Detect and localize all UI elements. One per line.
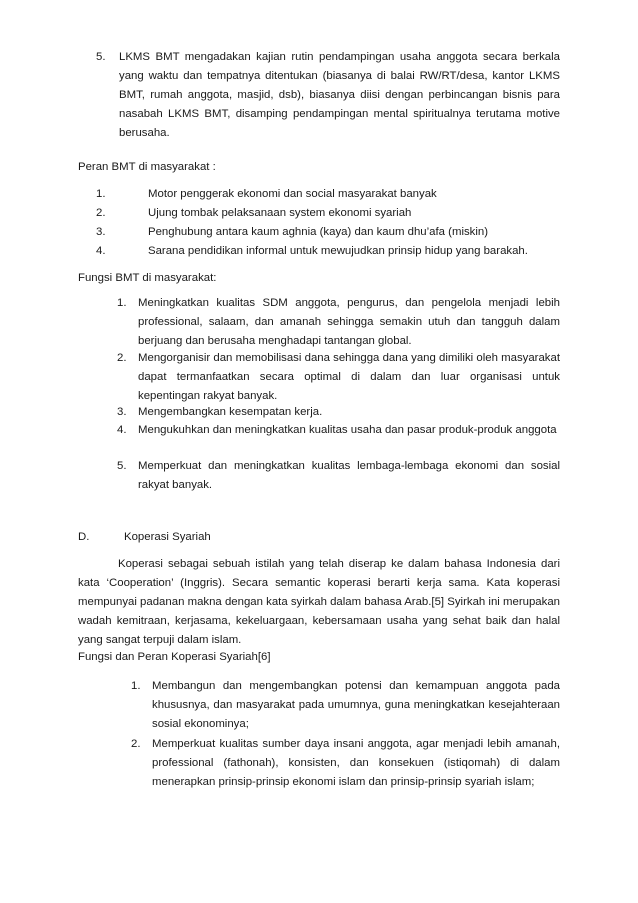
list-item-text: Mengembangkan kesempatan kerja. bbox=[138, 406, 323, 418]
list-number: 3. bbox=[96, 226, 106, 238]
list-item-text: Sarana pendidikan informal untuk mewujudkan prinsip hidup yang barakah. bbox=[148, 245, 528, 257]
list-item-text: Meningkatkan kualitas SDM anggota, pengurus, dan pengelola menjadi lebih professional, salaam, dan amanah sehingga semakin utuh dan tangguh dalam berjuang dan berusaha menghadapi tantangan global. bbox=[138, 297, 560, 347]
list-item-text: Mengukuhkan dan meningkatkan kualitas usaha dan pasar produk-produk anggota bbox=[138, 424, 557, 436]
list-number: 1. bbox=[131, 680, 141, 692]
list-item-text: Memperkuat dan meningkatkan kualitas lembaga-lembaga ekonomi dan sosial rakyat banyak. bbox=[138, 460, 560, 491]
list-number: 5. bbox=[117, 460, 127, 472]
list-item-text: Penghubung antara kaum aghnia (kaya) dan kaum dhu’afa (miskin) bbox=[148, 226, 489, 238]
list-number: 3. bbox=[117, 406, 127, 418]
list-number: 2. bbox=[117, 352, 127, 364]
section-title: Koperasi Syariah bbox=[124, 531, 211, 543]
section-heading: Fungsi dan Peran Koperasi Syariah[6] bbox=[78, 651, 271, 663]
list-number: 1. bbox=[96, 188, 106, 200]
list-item-text: Memperkuat kualitas sumber daya insani anggota, agar menjadi lebih amanah, professional (fathonah), konsisten, dan konsekuen (istiqomah) di dalam menerapkan prinsip-prinsip ekonomi islam dan prinsip-prinsip syariah islam; bbox=[152, 738, 560, 788]
list-number: 4. bbox=[96, 245, 106, 257]
list-number: 1. bbox=[117, 297, 127, 309]
list-item-text: Membangun dan mengembangkan potensi dan kemampuan anggota pada khususnya, dan masyarakat pada umumnya, guna meningkatkan kesejahteraan sosial ekonominya; bbox=[152, 680, 560, 730]
list-number: 5. bbox=[96, 51, 106, 63]
list-number: 2. bbox=[131, 738, 141, 750]
body-paragraph: Koperasi sebagai sebuah istilah yang telah diserap ke dalam bahasa Indonesia dari kata ‘Cooperation’ (Inggris). Secara semantic koperasi berarti kerja sama. Kata koperasi mempunyai padanan makna dengan kata syirkah dalam bahasa Arab.[5] Syirkah ini merupakan wadah kemitraan, kerjasama, kekeluargaan, kebersamaan usaha yang sehat baik dan halal yang sangat terpuji dalam islam. bbox=[78, 558, 560, 646]
list-item-text: LKMS BMT mengadakan kajian rutin pendampingan usaha anggota secara berkala yang waktu dan tempatnya ditentukan (biasanya di balai RW/RT/desa, kantor LKMS BMT, rumah anggota, masjid, dsb), biasanya diisi dengan perbincangan bisnis para nasabah LKMS BMT, disamping pendampingan mental spiritualnya terutama motive berusaha. bbox=[119, 51, 560, 139]
list-number: 2. bbox=[96, 207, 106, 219]
section-letter: D. bbox=[78, 531, 90, 543]
section-heading: Peran BMT di masyarakat : bbox=[78, 161, 216, 173]
list-item-text: Ujung tombak pelaksanaan system ekonomi syariah bbox=[148, 207, 412, 219]
list-number: 4. bbox=[117, 424, 127, 436]
section-heading: Fungsi BMT di masyarakat: bbox=[78, 272, 217, 284]
list-item-text: Motor penggerak ekonomi dan social masyarakat banyak bbox=[148, 188, 437, 200]
list-item-text: Mengorganisir dan memobilisasi dana sehingga dana yang dimiliki oleh masyarakat dapat termanfaatkan secara optimal di dalam dan luar organisasi untuk kepentingan rakyat banyak. bbox=[138, 352, 560, 402]
